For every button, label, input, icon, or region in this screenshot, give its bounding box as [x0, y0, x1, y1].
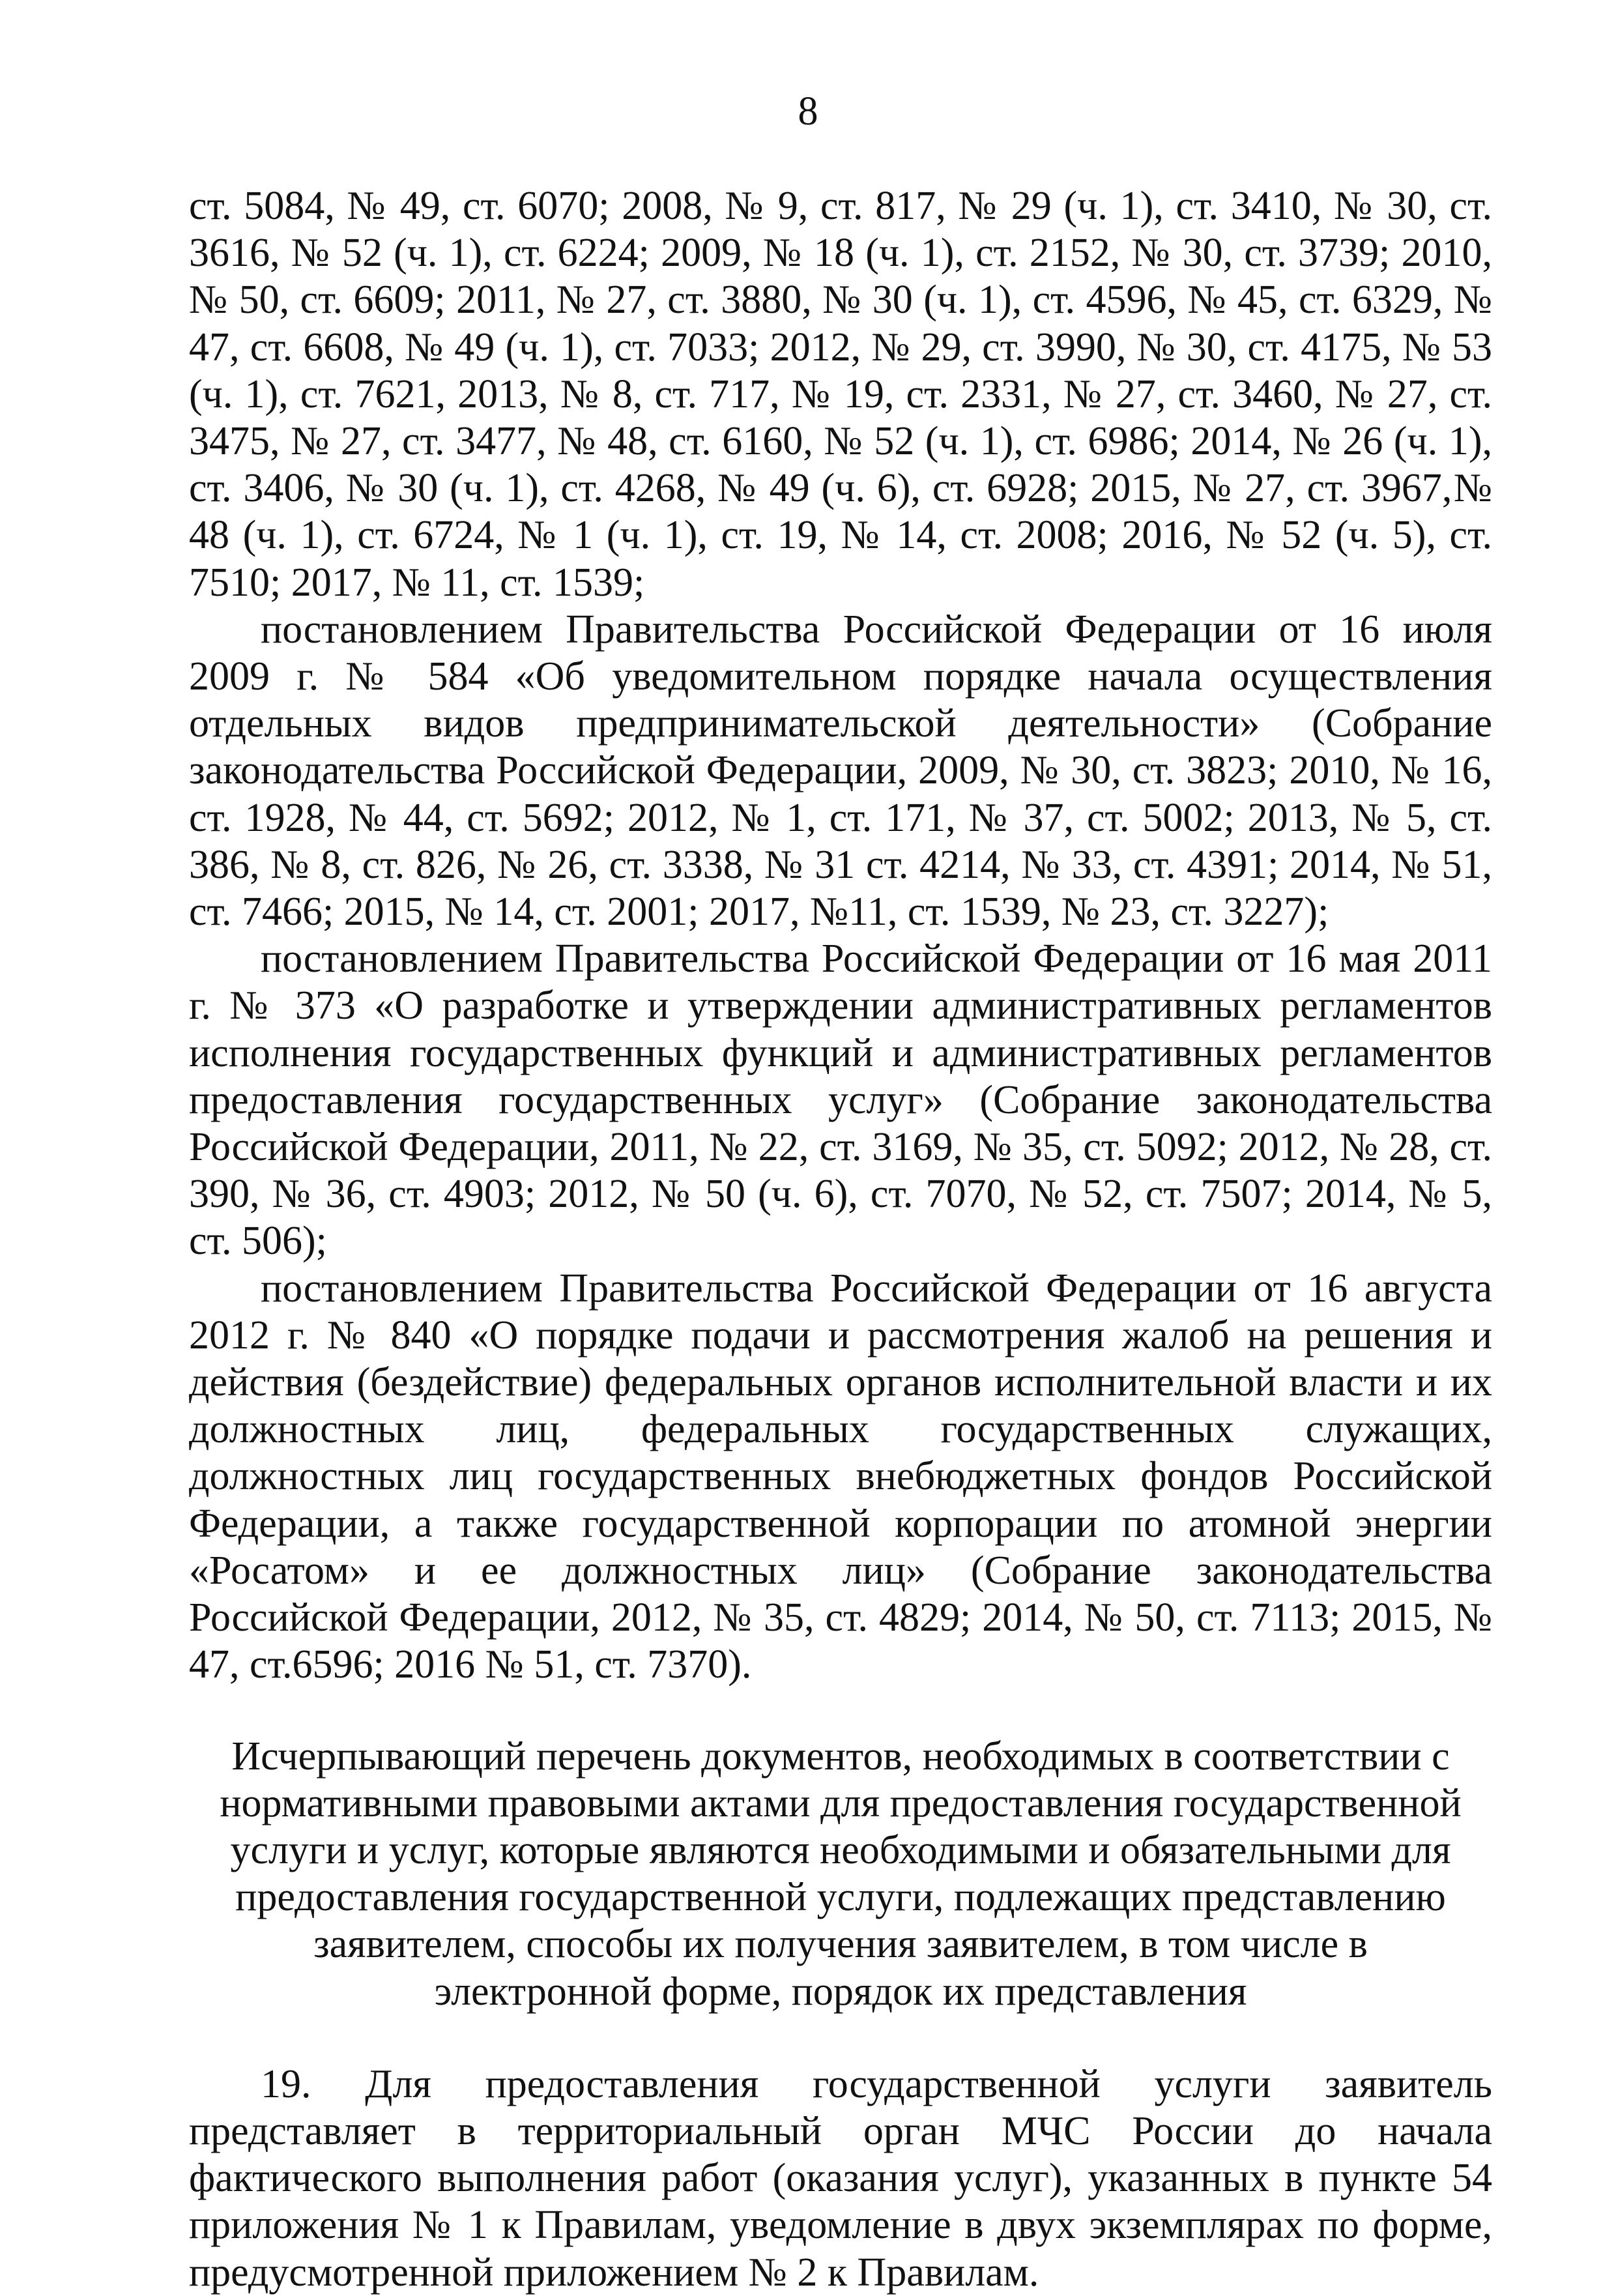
- citation-continuation-paragraph: ст. 5084, № 49, ст. 6070; 2008, № 9, ст. 817, № 29 (ч. 1), ст. 3410, № 30, ст. 3616, № 52 (ч. 1), ст. 6224; 2009, № 18 (ч. 1), ст. 2152, № 30, ст. 3739; 2010, № 50, ст. 6609; 2011, № 27, ст. 3880, № 30 (ч. 1), ст. 4596, № 45, ст. 6329, № 47, ст. 6608, № 49 (ч. 1), ст. 7033; 2012, № 29, ст. 3990, № 30, ст. 4175, № 53 (ч. 1), ст. 7621, 2013, № 8, ст. 717, № 19, ст. 2331, № 27, ст. 3460, № 27, ст. 3475, № 27, ст. 3477, № 48, ст. 6160, № 52 (ч. 1), ст. 6986; 2014, № 26 (ч. 1), ст. 3406, № 30 (ч. 1), ст. 4268, № 49 (ч. 6), ст. 6928; 2015, № 27, ст. 3967,№ 48 (ч. 1), ст. 6724, № 1 (ч. 1), ст. 19, № 14, ст. 2008; 2016, № 52 (ч. 5), ст. 7510; 2017, № 11, ст. 1539;: [189, 184, 1492, 605]
- document-body: [189, 182, 1492, 2296]
- resolution-373-paragraph: постановлением Правительства Российской Федерации от 16 мая 2011 г. № 373 «О разработке и утверждении административных регламентов исполнения государственных функций и административных регламентов предоставления государственных услуг» (Собрание законодательства Российской Федерации, 2011, № 22, ст. 3169, № 35, ст. 5092; 2012, № 28, ст. 390, № 36, ст. 4903; 2012, № 50 (ч. 6), ст. 7070, № 52, ст. 7507; 2014, № 5, ст. 506);: [189, 937, 1492, 1264]
- resolution-584-paragraph: постановлением Правительства Российской Федерации от 16 июля 2009 г. № 584 «Об уведомительном порядке начала осуществления отдельных видов предпринимательской деятельности» (Собрание законодательства Российской Федерации, 2009, № 30, ст. 3823; 2010, № 16, ст. 1928, № 44, ст. 5692; 2012, № 1, ст. 171, № 37, ст. 5002; 2013, № 5, ст. 386, № 8, ст. 826, № 26, ст. 3338, № 31 ст. 4214, № 33, ст. 4391; 2014, № 51, ст. 7466; 2015, № 14, ст. 2001; 2017, №11, ст. 1539, № 23, ст. 3227);: [189, 607, 1492, 935]
- page-number: 8: [798, 89, 818, 134]
- section-heading: Исчерпывающий перечень документов, необходимых в соответствии с нормативными правовыми актами для предоставления государственной услуги и услуг, которые являются необходимыми и обязательными для предоставления государственной услуги, подлежащих представлению заявителем, способы их получения заявителем, в том числе в электронной форме, порядок их представления: [220, 1734, 1462, 2014]
- resolution-840-paragraph: постановлением Правительства Российской Федерации от 16 августа 2012 г. № 840 «О порядке подачи и рассмотрения жалоб на решения и действия (бездействие) федеральных органов исполнительной власти и их должностных лиц, федеральных государственных служащих, должностных лиц государственных внебюджетных фондов Российской Федерации, а также государственной корпорации по атомной энергии «Росатом» и ее должностных лиц» (Собрание законодательства Российской Федерации, 2012, № 35, ст. 4829; 2014, № 50, ст. 7113; 2015, № 47, ст.6596; 2016 № 51, ст. 7370).: [189, 1266, 1492, 1687]
- clause-19-paragraph: 19. Для предоставления государственной услуги заявитель представляет в территориальный орган МЧС России до начала фактического выполнения работ (оказания услуг), указанных в пункте 54 приложения № 1 к Правилам, уведомление в двух экземплярах по форме, предусмотренной приложением № 2 к Правилам.: [189, 2061, 1492, 2295]
